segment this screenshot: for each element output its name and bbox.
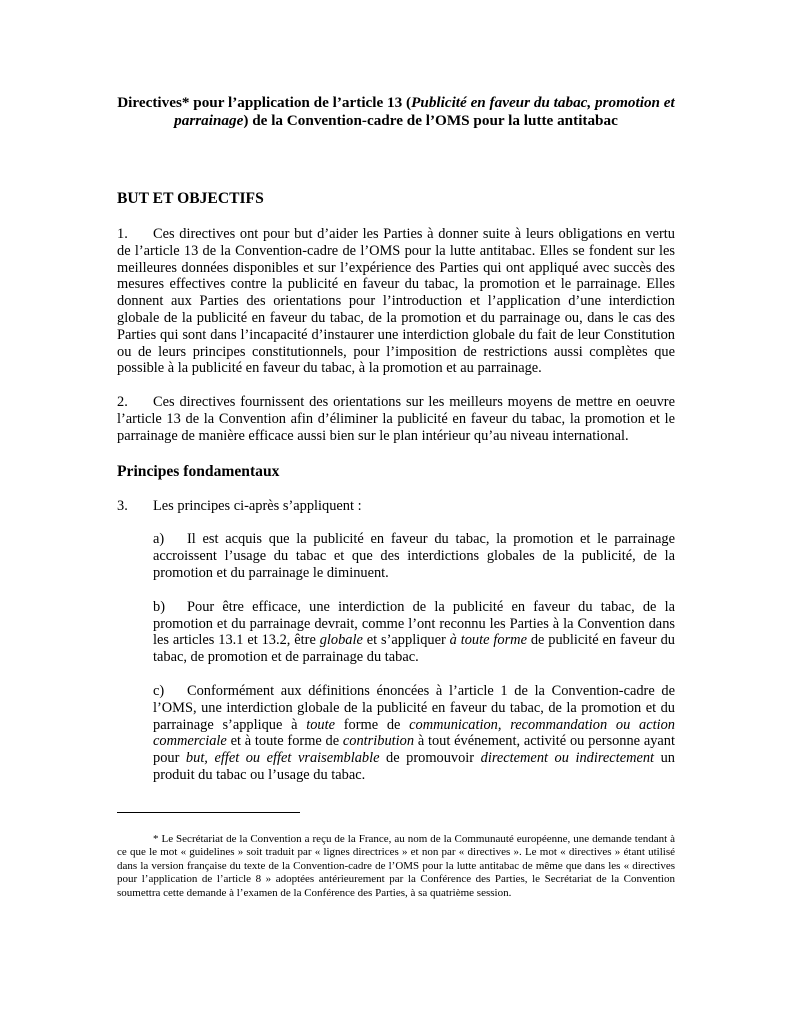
principle-text: Il est acquis que la publicité en faveur du tabac, la promotion et le parrainage accroissent l’usage du tabac et que des interdictions globales de la publicité, de la promotion et du parrainage le diminuent. [153,531,675,581]
principle-b [153,599,675,666]
principle-text: à tout événement, activité ou personne ayant pour [153,733,675,767]
principle-text: Conformément aux définitions énoncées à l’article 1 de la Convention-cadre de l’OMS, une interdiction globale de la publicité en faveur du tabac, de la promotion et du parrainage s’applique à [153,682,675,733]
principle-emphasis: directement ou indirectement [480,750,655,767]
principle-text: Pour être efficace, une interdiction de la publicité en faveur du tabac, de la promotion et du parrainage devrait, comme l’ont reconnu les Parties à la Convention dans les articles 13.1 et 13.2, être [153,598,675,649]
paragraph-3 [117,498,675,515]
paragraph-text: Ces directives ont pour but d’aider les Parties à donner suite à leurs obligations en vertu de l’article 13 de la Convention-cadre de l’OMS pour la lutte antitabac. Elles se fondent sur les meilleures données disponibles et sur l’expérience des Parties qui ont appliqué avec succès des mesures effectives contre la publicité en faveur du tabac, la promotion et le parrainage. Elles donnent aux Parties des orientations pour l’introduction et l’application d’une interdiction globale de la publicité en faveur du tabac, de la promotion et du parrainage ou, dans le cas des Parties qui sont dans l’incapacité d’instaurer une interdiction globale du fait de leur Constitution ou de leurs principes constitutionnels, pour l’imposition de restrictions aussi complètes que possible à la publicité en faveur du tabac, à la promotion et au parrainage. [117,226,675,377]
section-heading-but-objectifs: BUT ET OBJECTIFS [117,190,264,207]
principle-emphasis: but, effet ou effet vraisemblable [185,750,380,767]
paragraph-number: 2. [117,394,128,411]
principle-a [153,531,675,581]
section-heading-principes: Principes fondamentaux [117,462,280,480]
principle-text: un produit du tabac ou l’usage du tabac. [153,750,675,783]
paragraph-text: Les principes ci-après s’appliquent : [153,497,362,514]
document-title [117,94,675,130]
principle-text: forme de [335,716,410,733]
title-part-2: ) de la Convention-cadre de l’OMS pour la lutte antitabac [243,112,618,129]
paragraph-1 [117,226,675,377]
principle-text: de promouvoir [379,750,481,767]
principle-emphasis: contribution [342,733,415,750]
document-page [117,94,675,784]
principle-text: de publicité en faveur du tabac, de promotion et de parrainage du tabac. [153,632,675,666]
paragraph-number: 3. [117,497,128,514]
paragraph-2 [117,394,675,444]
principle-emphasis: à toute forme [449,632,527,649]
title-italic: Publicité en faveur du tabac, promotion et parrainage [174,94,675,129]
principle-emphasis: toute [306,716,336,733]
principle-text: et à toute forme de [226,733,343,750]
paragraph-number: 1. [117,226,128,242]
footnote-separator [117,812,300,813]
principle-emphasis: globale [319,632,363,649]
principle-label: a) [153,531,165,548]
title-part-1: Directives* pour l’application de l’article 13 ( [117,94,412,111]
footnote [117,833,675,900]
principle-emphasis: communication, recommandation ou action commerciale [153,716,675,750]
principle-c [153,683,675,784]
paragraph-text: Ces directives fournissent des orientations sur les meilleurs moyens de mettre en oeuvre l’article 13 de la Convention afin d’éliminer la publicité en faveur du tabac, la promotion et le parrainage de manière efficace aussi bien sur le plan intérieur qu’au niveau international. [117,394,675,444]
footnote-text: * Le Secrétariat de la Convention a reçu de la France, au nom de la Communauté européenne, une demande tendant à ce que le mot « guidelines » soit traduit par « lignes directrices » et non par « directives ». Le mot « directives » étant utilisé dans la version française du texte de la Convention-cadre de l’OMS pour la lutte antitabac de même que dans les « directives pour l’application de l’article 8 » adoptées antérieurement par la Conférence des Parties, le Secrétariat de la Convention soumettra cette demande à l’examen de la Conférence des Parties, à sa quatrième session. [117,833,675,899]
principle-text: et s’appliquer [362,632,450,649]
principle-label: c) [153,682,165,699]
principle-label: b) [153,598,165,615]
